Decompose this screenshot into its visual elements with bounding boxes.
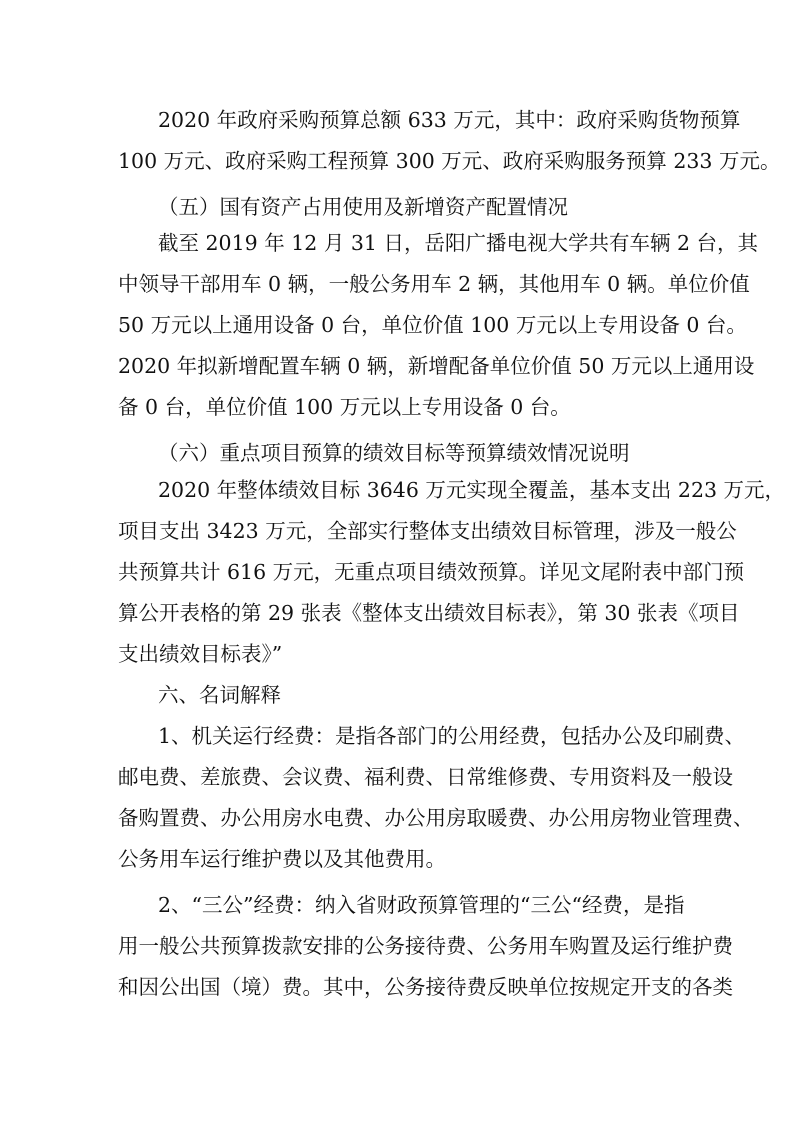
paragraph-line: 备 0 台，单位价值 100 万元以上专用设备 0 台。 [118, 395, 571, 419]
section-heading: （五）国有资产占用使用及新增资产配置情况 [158, 195, 568, 219]
paragraph-line: 2、“三公”经费：纳入省财政预算管理的“三公“经费，是指 [158, 893, 685, 917]
section-heading: 六、名词解释 [158, 683, 281, 707]
paragraph-line: 中领导干部用车 0 辆，一般公务用车 2 辆，其他用车 0 辆。单位价值 [118, 272, 750, 296]
paragraph-line: 截至 2019 年 12 月 31 日，岳阳广播电视大学共有车辆 2 台，其 [158, 231, 759, 255]
paragraph-line: 用一般公共预算拨款安排的公务接待费、公务用车购置及运行维护费 [118, 934, 733, 958]
paragraph-line: 邮电费、差旅费、会议费、福利费、日常维修费、专用资料及一般设 [118, 765, 733, 789]
paragraph-line: 2020 年政府采购预算总额 633 万元，其中：政府采购货物预算 [158, 108, 741, 132]
paragraph-line: 100 万元、政府采购工程预算 300 万元、政府采购服务预算 233 万元。 [118, 149, 781, 173]
paragraph-line: 1、机关运行经费：是指各部门的公用经费，包括办公及印刷费、 [158, 724, 746, 748]
paragraph-line: 2020 年整体绩效目标 3646 万元实现全覆盖，基本支出 223 万元， [158, 478, 786, 502]
paragraph-line: 备购置费、办公用房水电费、办公用房取暖费、办公用房物业管理费、 [118, 806, 754, 830]
paragraph-line: 共预算共计 616 万元，无重点项目绩效预算。详见文尾附表中部门预 [118, 560, 745, 584]
paragraph-line: 2020 年拟新增配置车辆 0 辆，新增配备单位价值 50 万元以上通用设 [118, 354, 755, 378]
paragraph-line: 算公开表格的第 29 张表《整体支出绩效目标表》，第 30 张表《项目 [118, 601, 740, 625]
paragraph-line: 支出绩效目标表》” [118, 642, 283, 666]
paragraph-line: 项目支出 3423 万元，全部实行整体支出绩效目标管理，涉及一般公 [118, 519, 737, 543]
paragraph-line: 50 万元以上通用设备 0 台，单位价值 100 万元以上专用设备 0 台。 [118, 313, 747, 337]
section-heading: （六）重点项目预算的绩效目标等预算绩效情况说明 [158, 441, 630, 465]
paragraph-line: 和因公出国（境）费。其中，公务接待费反映单位按规定开支的各类 [118, 975, 733, 999]
paragraph-line: 公务用车运行维护费以及其他费用。 [118, 847, 446, 871]
